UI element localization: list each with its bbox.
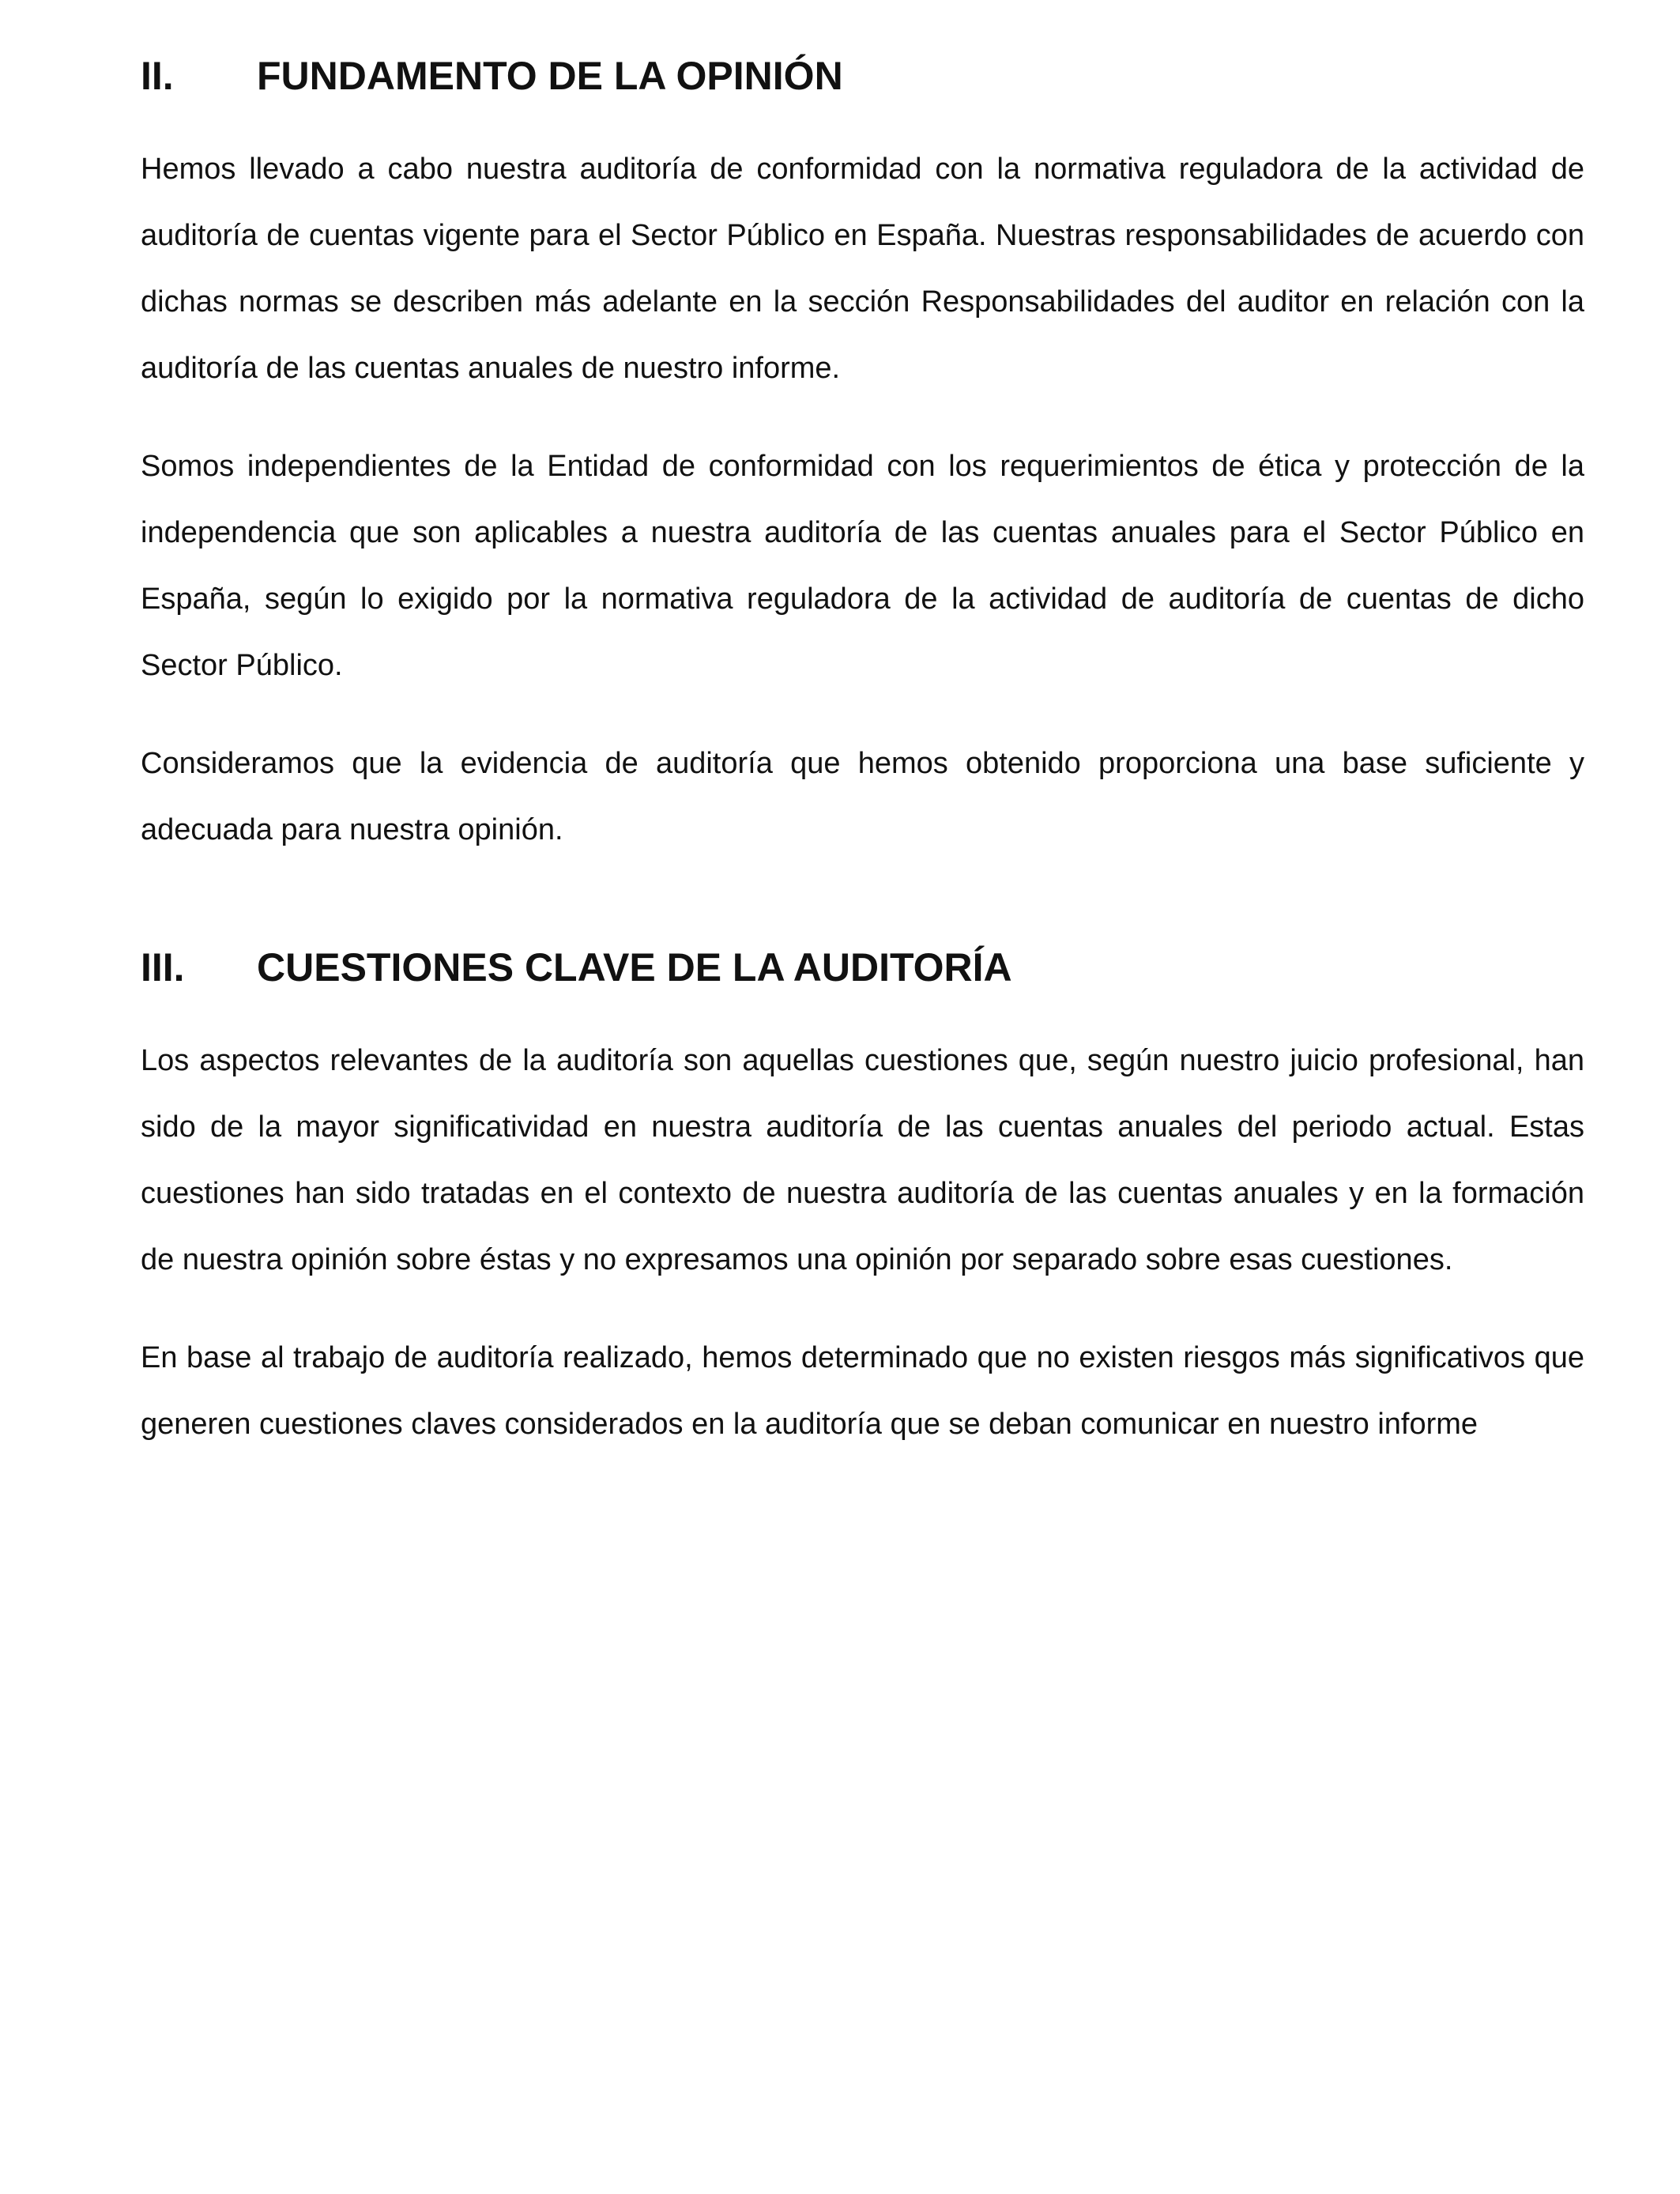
section-heading: [141, 47, 1584, 104]
paragraph: En base al trabajo de auditoría realizado, hemos determinado que no existen riesgos más significativos que generen cuestiones claves considerados en la auditoría que se deban comunicar en nuestro informe: [141, 1341, 1584, 1441]
paragraph: Consideramos que la evidencia de auditoría que hemos obtenido proporciona una base suficiente y adecuada para nuestra opinión.: [141, 747, 1584, 846]
paragraph: Los aspectos relevantes de la auditoría son aquellas cuestiones que, según nuestro juicio profesional, han sido de la mayor significatividad en nuestra auditoría de las cuentas anuales del periodo actual. Estas cuestiones han sido tratadas en el contexto de nuestra auditoría de las cuentas anuales y en la formación de nuestra opinión sobre éstas y no expresamos una opinión por separado sobre esas cuestiones.: [141, 1044, 1584, 1276]
section-cuestiones-clave: [141, 939, 1584, 1457]
section-title: FUNDAMENTO DE LA OPINIÓN: [257, 54, 843, 98]
section-number: III.: [141, 945, 185, 990]
section-heading: [141, 939, 1584, 996]
section-number: II.: [141, 54, 174, 98]
section-fundamento: [141, 47, 1584, 863]
paragraph: Hemos llevado a cabo nuestra auditoría de conformidad con la normativa reguladora de la actividad de auditoría de cuentas vigente para el Sector Público en España. Nuestras responsabilidades de acuerdo con dichas normas se describen más adelante en la sección Responsabilidades del auditor en relación con la auditoría de las cuentas anuales de nuestro informe.: [141, 153, 1584, 385]
section-title: CUESTIONES CLAVE DE LA AUDITORÍA: [257, 945, 1012, 990]
document-body: [141, 47, 1584, 1457]
paragraph: Somos independientes de la Entidad de conformidad con los requerimientos de ética y protección de la independencia que son aplicables a nuestra auditoría de las cuentas anuales para el Sector Público en España, según lo exigido por la normativa reguladora de la actividad de auditoría de cuentas de dicho Sector Público.: [141, 450, 1584, 682]
